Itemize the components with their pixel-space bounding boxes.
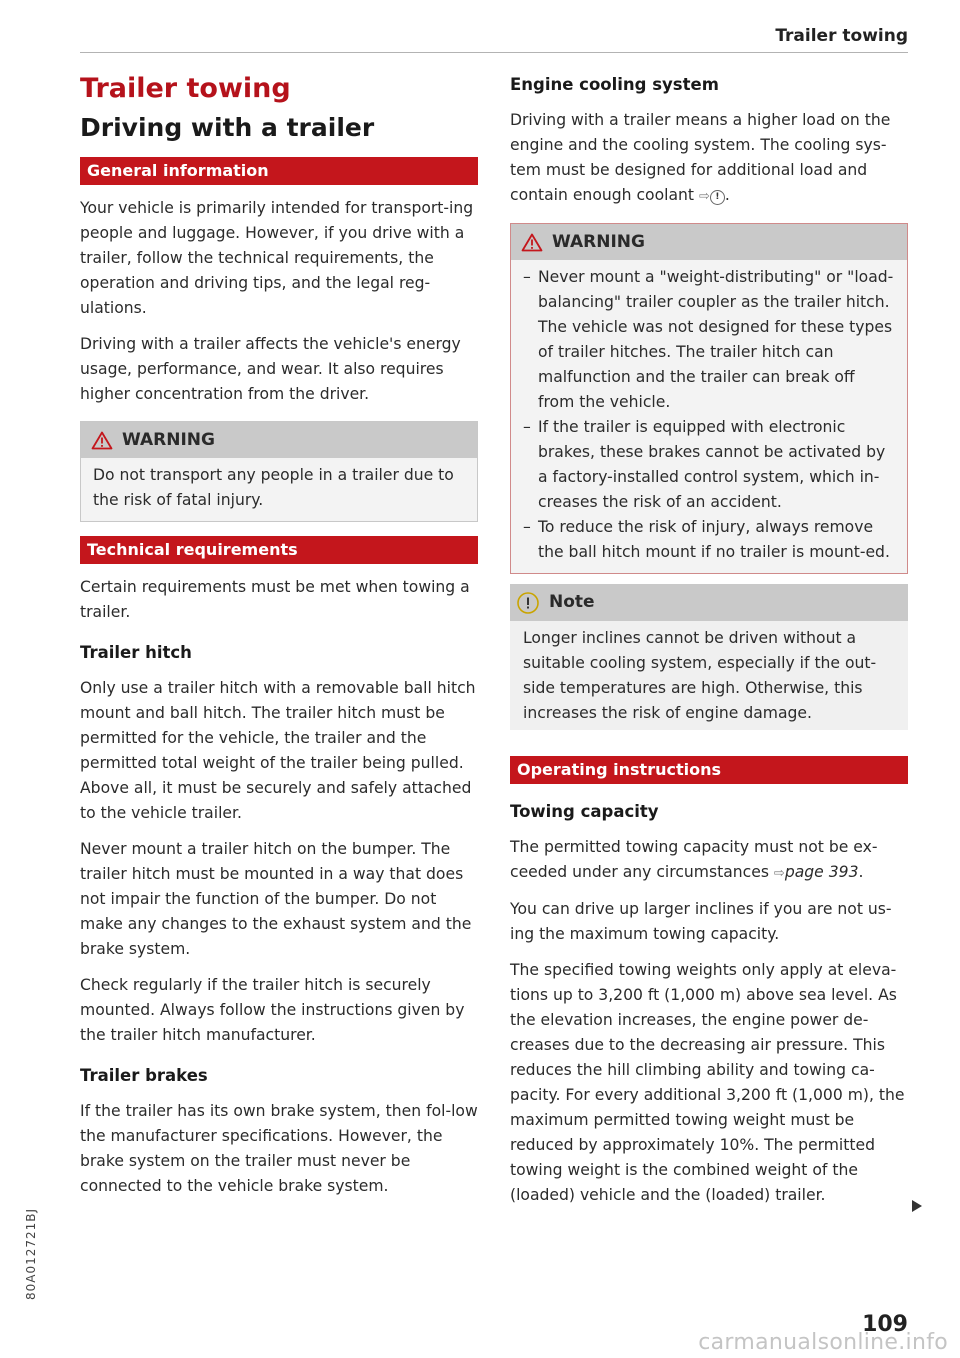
- warning-header: [511, 224, 907, 260]
- engine-cooling-paragraph: [510, 108, 908, 209]
- brakes-paragraph-1: If the trailer has its own brake system, then fol-low the manufacturer specifications. However, the brake system on the trailer must never be connected to the vehicle brake system.: [80, 1102, 478, 1195]
- watermark: carmanualsonline.info: [698, 1330, 948, 1355]
- period: .: [724, 186, 730, 204]
- list-item: – To reduce the risk of injury, always remove the ball hitch mount if no trailer is mount-ed.: [523, 518, 890, 561]
- right-column: [510, 73, 908, 1208]
- hitch-paragraph-1: Only use a trailer hitch with a removable ball hitch mount and ball hitch. The trailer hitch must be permitted for the vehicle, the trailer and the permitted total weight of the trailer being pulled. Above all, it must be securely and safely attached to the vehicle trailer.: [80, 679, 476, 822]
- note-body: [510, 621, 908, 730]
- note-label: Note: [549, 592, 595, 612]
- towing-capacity-heading: Towing capacity: [510, 802, 659, 821]
- warning-body: [81, 458, 477, 521]
- cross-reference-arrow-icon: ⇨: [699, 189, 710, 204]
- warning-body: [511, 260, 907, 573]
- general-info-paragraph-2: Driving with a trailer affects the vehicle's energy usage, performance, and wear. It also requires higher concentration from the driver.: [80, 335, 461, 403]
- hitch-paragraph-2: Never mount a trailer hitch on the bumper. The trailer hitch must be mounted in a way that does not impair the function of the bumper. Do not make any changes to the exhaust system and the brake system.: [80, 840, 472, 958]
- list-item: – Never mount a "weight-distributing" or "load-balancing" trailer coupler as the trailer hitch. The vehicle was not designed for these types of trailer hitches. The trailer hitch can malfunction and the trailer can break off from the vehicle.: [523, 268, 894, 411]
- technical-requirements-heading: Technical requirements: [80, 536, 478, 564]
- chapter-title: Trailer towing: [80, 73, 291, 104]
- warning-list: [523, 265, 895, 565]
- warning-triangle-icon: [91, 431, 113, 450]
- towing-paragraph-3: The specified towing weights only apply at eleva-tions up to 3,200 ft (1,000 m) above sea level. As the elevation increases, the engine power de-creases due to the decreasing air pressure. This reduces the hill climbing ability and towing ca-pacity. For every additional 3,200 ft (1,000 m), the maximum permitted towing weight must be reduced by approximately 10%. The permitted towing weight is the combined weight of the (loaded) vehicle and the (loaded) trailer.: [510, 961, 905, 1204]
- page-number: 109: [862, 1312, 908, 1337]
- note-exclamation-icon: [516, 591, 540, 615]
- running-title: Trailer towing: [775, 26, 908, 46]
- warning-text: Do not transport any people in a trailer due to the risk of fatal injury.: [93, 466, 454, 509]
- general-info-paragraph-1: Your vehicle is primarily intended for transport-ing people and luggage. However, if you drive with a trailer, follow the technical requirements, the operation and driving tips, and the legal reg-ulations.: [80, 199, 474, 317]
- continue-arrow-icon: [912, 1200, 922, 1212]
- warning-box-passengers: [80, 421, 478, 522]
- list-item-text: If the trailer is equipped with electronic brakes, these brakes cannot be activated by a factory-installed control system, which in-creases the risk of an accident.: [538, 418, 886, 511]
- general-information-heading: General information: [80, 157, 478, 185]
- trailer-brakes-heading: Trailer brakes: [80, 1066, 208, 1085]
- towing-paragraph-1-text: The permitted towing capacity must not be ex-ceeded under any circumstances: [510, 838, 878, 881]
- warning-label: WARNING: [552, 232, 645, 252]
- warning-header: [81, 422, 477, 458]
- warning-triangle-icon: [521, 233, 543, 252]
- towing-paragraph-2: You can drive up larger inclines if you are not us-ing the maximum towing capacity.: [510, 900, 892, 943]
- note-reference-icon[interactable]: !: [710, 190, 725, 205]
- period: .: [858, 863, 864, 881]
- towing-paragraph-1: [510, 835, 908, 886]
- note-text: Longer inclines cannot be driven without a suitable cooling system, especially if the out-side temperatures are high. Otherwise, this increases the risk of engine damage.: [523, 629, 877, 722]
- running-header: [80, 20, 908, 53]
- list-item: – If the trailer is equipped with electronic brakes, these brakes cannot be activated by a factory-installed control system, which in-creases the risk of an accident.: [523, 418, 886, 511]
- engine-cooling-text: Driving with a trailer means a higher load on the engine and the cooling system. The cooling sys-tem must be designed for additional load and contain enough coolant: [510, 111, 891, 204]
- trailer-hitch-heading: Trailer hitch: [80, 643, 192, 662]
- section-title: Driving with a trailer: [80, 113, 375, 142]
- list-item-text: Never mount a "weight-distributing" or "load-balancing" trailer coupler as the trailer hitch. The vehicle was not designed for these types of trailer hitches. The trailer hitch can malfunction and the trailer can break off from the vehicle.: [538, 268, 894, 411]
- left-column: [80, 72, 478, 1199]
- hitch-paragraph-3: Check regularly if the trailer hitch is securely mounted. Always follow the instructions given by the trailer hitch manufacturer.: [80, 976, 465, 1044]
- tech-req-intro: Certain requirements must be met when towing a trailer.: [80, 578, 470, 621]
- note-box: [510, 584, 908, 730]
- cross-reference-arrow-icon: ⇨: [773, 866, 785, 881]
- engine-cooling-heading: Engine cooling system: [510, 75, 719, 94]
- warning-label: WARNING: [122, 430, 215, 450]
- page-reference-link[interactable]: page 393: [784, 863, 859, 881]
- document-code: 80A012721BJ: [24, 1207, 38, 1300]
- operating-instructions-heading: Operating instructions: [510, 756, 908, 784]
- warning-box-trailer-hitch: [510, 223, 908, 574]
- note-header: [510, 584, 908, 621]
- list-item-text: To reduce the risk of injury, always remove the ball hitch mount if no trailer is mount-ed.: [538, 518, 890, 561]
